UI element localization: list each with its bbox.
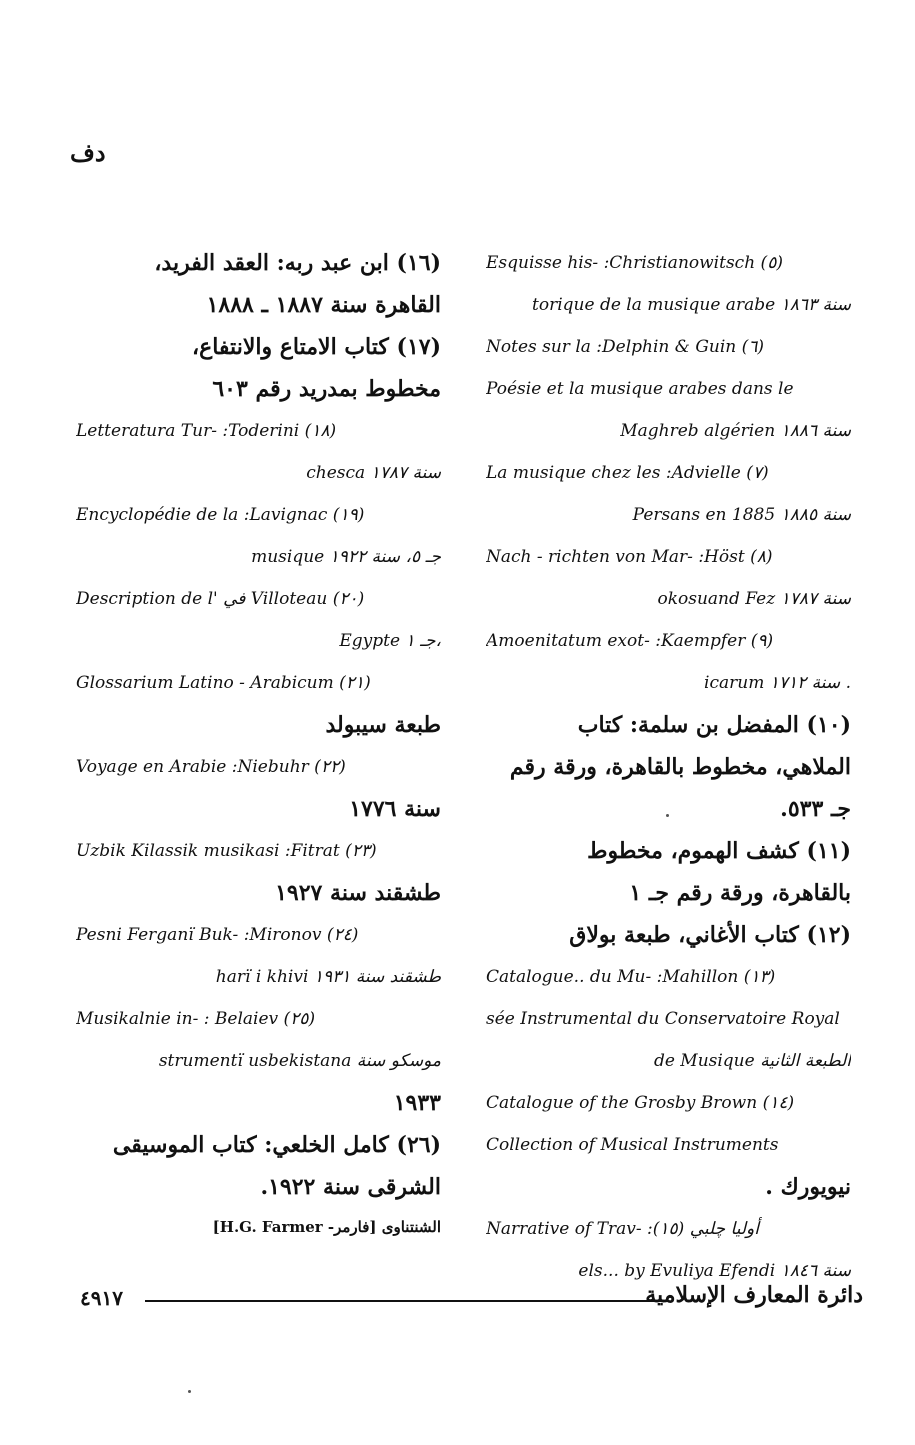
text-line: Maghreb algérien سنة ١٨٨٦ bbox=[620, 421, 851, 441]
text-line: (١٢) كتاب الأغاني، طبعة بولاق bbox=[569, 922, 851, 948]
page-number: ٤٩١٧ bbox=[80, 1286, 123, 1310]
text-line: القاهرة سنة ١٨٨٧ ـ ١٨٨٨ bbox=[206, 292, 441, 318]
text-line: okosuand Fez سنة ١٧٨٧ bbox=[657, 589, 851, 609]
text-line: (١٠) المفضل بن سلمة: كتاب bbox=[577, 712, 851, 738]
author-signature: الشنتناوى [فارمر- H.G. Farmer] bbox=[212, 1218, 441, 1236]
text-line: طشقند سنة ١٩٢٧ bbox=[275, 880, 441, 906]
text-line: musique جـ ٥، سنة ١٩٢٢ bbox=[251, 547, 441, 567]
text-line: Musikalnie in- : Belaiev (٢٥) bbox=[76, 1009, 316, 1029]
footer-rule bbox=[145, 1300, 665, 1302]
text-line: ١٩٣٣ bbox=[393, 1090, 441, 1116]
text-line: نيويورك . bbox=[765, 1174, 851, 1200]
text-line: Poésie et la musique arabes dans le bbox=[486, 379, 794, 399]
text-line: (٢٦) كامل الخلعي: كتاب الموسيقى bbox=[112, 1132, 441, 1158]
text-line: Description de l' في Villoteau (٢٠) bbox=[76, 589, 365, 609]
text-line: Voyage en Arabie :Niebuhr (٢٢) bbox=[76, 757, 346, 777]
text-line: سنة ١٧٧٦ bbox=[349, 796, 441, 822]
text-line: Catalogue.. du Mu- :Mahillon (١٣) bbox=[486, 967, 776, 987]
text-line: La musique chez les :Advielle (٧) bbox=[486, 463, 769, 483]
text-line: de Musique الطبعة الثانية bbox=[653, 1051, 851, 1071]
text-line: Narrative of Trav- :أوليا چلبي (١٥) bbox=[486, 1219, 759, 1239]
text-line: Letteratura Tur- :Toderini (١٨) bbox=[76, 421, 337, 441]
text-line: torique de la musique arabe سنة ١٨٦٣ bbox=[532, 295, 851, 315]
text-line: Pesni Ferganï Buk- :Mironov (٢٤) bbox=[76, 925, 359, 945]
text-line: strumentï usbekistana موسكو سنة bbox=[158, 1051, 441, 1071]
text-line: (١٧) كتاب الامتاع والانتفاع، bbox=[192, 334, 441, 360]
text-line: Egypte جـ ١، bbox=[339, 631, 441, 651]
text-line: sée Instrumental du Conservatoire Royal bbox=[486, 1009, 840, 1029]
encyclopedia-title: دائرة المعارف الإسلامية bbox=[645, 1282, 863, 1308]
text-line: chesca سنة ١٧٨٧ bbox=[306, 463, 441, 483]
text-line: Encyclopédie de la :Lavignac (١٩) bbox=[76, 505, 365, 525]
text-line: الشرقى سنة ١٩٢٢. bbox=[260, 1174, 441, 1200]
text-line: Uzbik Kilassik musikasi :Fitrat (٢٣) bbox=[76, 841, 377, 861]
right-column bbox=[486, 242, 851, 1292]
page-header-word: دف bbox=[70, 138, 106, 167]
scan-speck bbox=[188, 1390, 191, 1393]
text-line: طبعة سيبولد bbox=[325, 712, 441, 738]
text-line: (١٦) ابن عبد ربه: العقد الفريد، bbox=[154, 250, 441, 276]
text-line: Persans en 1885 سنة ١٨٨٥ bbox=[632, 505, 851, 525]
text-line: els... by Evuliya Efendi سنة ١٨٤٦ bbox=[578, 1261, 851, 1281]
text-line: harï i khivi طشقند سنة ١٩٣١ bbox=[215, 967, 441, 987]
text-line: مخطوط بمدريد رقم ٦٠٣ bbox=[212, 376, 441, 402]
text-line: الملاهي، مخطوط بالقاهرة، ورقة رقم bbox=[509, 754, 851, 780]
text-line: Notes sur la :Delphin & Guin (٦) bbox=[486, 337, 765, 357]
text-line: بالقاهرة، ورقة رقم جـ ١ bbox=[629, 880, 851, 906]
text-line: (١١) كشف الهموم، مخطوط bbox=[587, 838, 851, 864]
text-line: جـ ٥٣٣. bbox=[780, 796, 851, 822]
scan-speck bbox=[666, 814, 669, 817]
text-line: Collection of Musical Instruments bbox=[486, 1135, 779, 1155]
text-line: icarum سنة ١٧١٢ . bbox=[704, 673, 851, 693]
left-column bbox=[76, 242, 441, 1242]
text-line: Esquisse his- :Christianowitsch (٥) bbox=[486, 253, 783, 273]
text-line: Nach - richten von Mar- :Höst (٨) bbox=[486, 547, 773, 567]
text-line: Catalogue of the Grosby Brown (١٤) bbox=[486, 1093, 795, 1113]
text-line: Amoenitatum exot- :Kaempfer (٩) bbox=[486, 631, 774, 651]
text-line: Glossarium Latino - Arabicum (٢١) bbox=[76, 673, 371, 693]
